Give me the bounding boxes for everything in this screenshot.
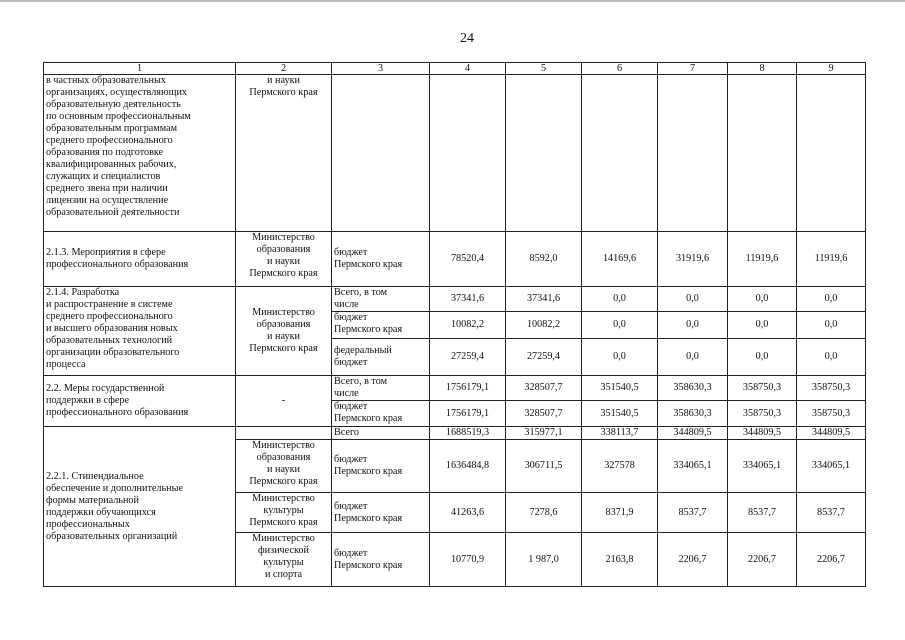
value-cell: 328507,7 xyxy=(506,376,582,401)
value-cell: 1756179,1 xyxy=(430,376,506,401)
row-executor: Министерство образования и науки Пермского края xyxy=(236,287,332,376)
value-cell: 37341,6 xyxy=(506,287,582,312)
value-cell: 0,0 xyxy=(658,287,728,312)
row-source: федеральный бюджет xyxy=(332,339,430,376)
value-cell: 1756179,1 xyxy=(430,401,506,427)
row-source: Всего, в том числе xyxy=(332,376,430,401)
value-cell: 8371,9 xyxy=(582,493,658,533)
value-cell: 344809,5 xyxy=(728,427,797,440)
col-header: 3 xyxy=(332,63,430,75)
table-row xyxy=(44,75,866,232)
row-source: бюджет Пермского края xyxy=(332,232,430,287)
value-cell: 334065,1 xyxy=(728,440,797,493)
value-cell: 338113,7 xyxy=(582,427,658,440)
value-cell: 41263,6 xyxy=(430,493,506,533)
row-source: бюджет Пермского края xyxy=(332,401,430,427)
page-number: 24 xyxy=(460,31,474,46)
value-cell: 1 987,0 xyxy=(506,533,582,587)
value-cell: 358630,3 xyxy=(658,401,728,427)
value-cell: 358750,3 xyxy=(728,376,797,401)
value-cell: 0,0 xyxy=(658,339,728,376)
value-cell: 0,0 xyxy=(797,312,866,339)
value-cell: 27259,4 xyxy=(430,339,506,376)
value-cell: 2206,7 xyxy=(658,533,728,587)
program-table xyxy=(43,62,866,587)
row-executor: Министерство физической культуры и спорта xyxy=(236,533,332,587)
value-cell: 10770,9 xyxy=(430,533,506,587)
value-cell: 344809,5 xyxy=(797,427,866,440)
value-cell: 10082,2 xyxy=(430,312,506,339)
value-cell: 8592,0 xyxy=(506,232,582,287)
table-row xyxy=(44,427,866,440)
col-header: 9 xyxy=(797,63,866,75)
row-name: 2.2.1. Стипендиальное обеспечение и дополнительные формы материальной поддержки обучающихся профессиональных образовательных организаций xyxy=(44,427,236,587)
row-source: бюджет Пермского края xyxy=(332,440,430,493)
value-cell: 334065,1 xyxy=(797,440,866,493)
value-cell: 10082,2 xyxy=(506,312,582,339)
value-cell: 358630,3 xyxy=(658,376,728,401)
row-name: 2.2. Меры государственной поддержки в сфере профессионального образования xyxy=(44,376,236,427)
value-cell: 37341,6 xyxy=(430,287,506,312)
value-cell: 2206,7 xyxy=(728,533,797,587)
row-source: Всего, в том числе xyxy=(332,287,430,312)
col-header: 6 xyxy=(582,63,658,75)
row-executor: Министерство образования и науки Пермского края xyxy=(236,232,332,287)
value-cell: 344809,5 xyxy=(658,427,728,440)
col-header: 1 xyxy=(44,63,236,75)
value-cell: 0,0 xyxy=(797,287,866,312)
row-executor: и науки Пермского края xyxy=(236,75,332,232)
value-cell: 8537,7 xyxy=(658,493,728,533)
value-cell: 1636484,8 xyxy=(430,440,506,493)
row-source: бюджет Пермского края xyxy=(332,493,430,533)
value-cell: 1688519,3 xyxy=(430,427,506,440)
value-cell: 78520,4 xyxy=(430,232,506,287)
value-cell: 351540,5 xyxy=(582,376,658,401)
value-cell: 7278,6 xyxy=(506,493,582,533)
value-cell: 27259,4 xyxy=(506,339,582,376)
table-row xyxy=(44,287,866,312)
value-cell: 358750,3 xyxy=(728,401,797,427)
value-cell: 328507,7 xyxy=(506,401,582,427)
value-cell: 0,0 xyxy=(797,339,866,376)
value-cell: 358750,3 xyxy=(797,376,866,401)
table-row xyxy=(44,232,866,287)
col-header: 7 xyxy=(658,63,728,75)
col-header: 4 xyxy=(430,63,506,75)
header-row xyxy=(44,63,866,75)
value-cell: 0,0 xyxy=(728,339,797,376)
value-cell: 8537,7 xyxy=(728,493,797,533)
value-cell: 0,0 xyxy=(728,287,797,312)
value-cell: 11919,6 xyxy=(728,232,797,287)
row-source: бюджет Пермского края xyxy=(332,312,430,339)
value-cell: 306711,5 xyxy=(506,440,582,493)
value-cell: 0,0 xyxy=(582,312,658,339)
value-cell: 327578 xyxy=(582,440,658,493)
value-cell: 0,0 xyxy=(728,312,797,339)
value-cell: 14169,6 xyxy=(582,232,658,287)
value-cell: 8537,7 xyxy=(797,493,866,533)
row-name: в частных образовательных организациях, осуществляющих образовательную деятельность по основным профессиональным образовательным программам среднего профессионального образования по подготовке квалифицированных рабочих, служащих и специалистов среднего звена при наличии лицензии на осуществление образовательной деятельности xyxy=(44,75,236,232)
row-name: 2.1.4. Разработка и распространение в системе среднего профессионального и высшего образования новых образовательных технологий организации образовательного процесса xyxy=(44,287,236,376)
value-cell: 334065,1 xyxy=(658,440,728,493)
col-header: 8 xyxy=(728,63,797,75)
col-header: 2 xyxy=(236,63,332,75)
row-executor: Министерство образования и науки Пермского края xyxy=(236,440,332,493)
value-cell: 0,0 xyxy=(582,339,658,376)
value-cell: 2206,7 xyxy=(797,533,866,587)
value-cell: 0,0 xyxy=(658,312,728,339)
value-cell: 31919,6 xyxy=(658,232,728,287)
row-name: 2.1.3. Мероприятия в сфере профессионального образования xyxy=(44,232,236,287)
row-executor: Министерство культуры Пермского края xyxy=(236,493,332,533)
value-cell: 0,0 xyxy=(582,287,658,312)
value-cell: 358750,3 xyxy=(797,401,866,427)
row-executor: - xyxy=(236,376,332,427)
value-cell: 2163,8 xyxy=(582,533,658,587)
value-cell: 11919,6 xyxy=(797,232,866,287)
row-source: Всего xyxy=(332,427,430,440)
page-top-edge xyxy=(0,0,905,2)
value-cell: 315977,1 xyxy=(506,427,582,440)
value-cell: 351540,5 xyxy=(582,401,658,427)
table-row xyxy=(44,376,866,401)
col-header: 5 xyxy=(506,63,582,75)
row-source: бюджет Пермского края xyxy=(332,533,430,587)
